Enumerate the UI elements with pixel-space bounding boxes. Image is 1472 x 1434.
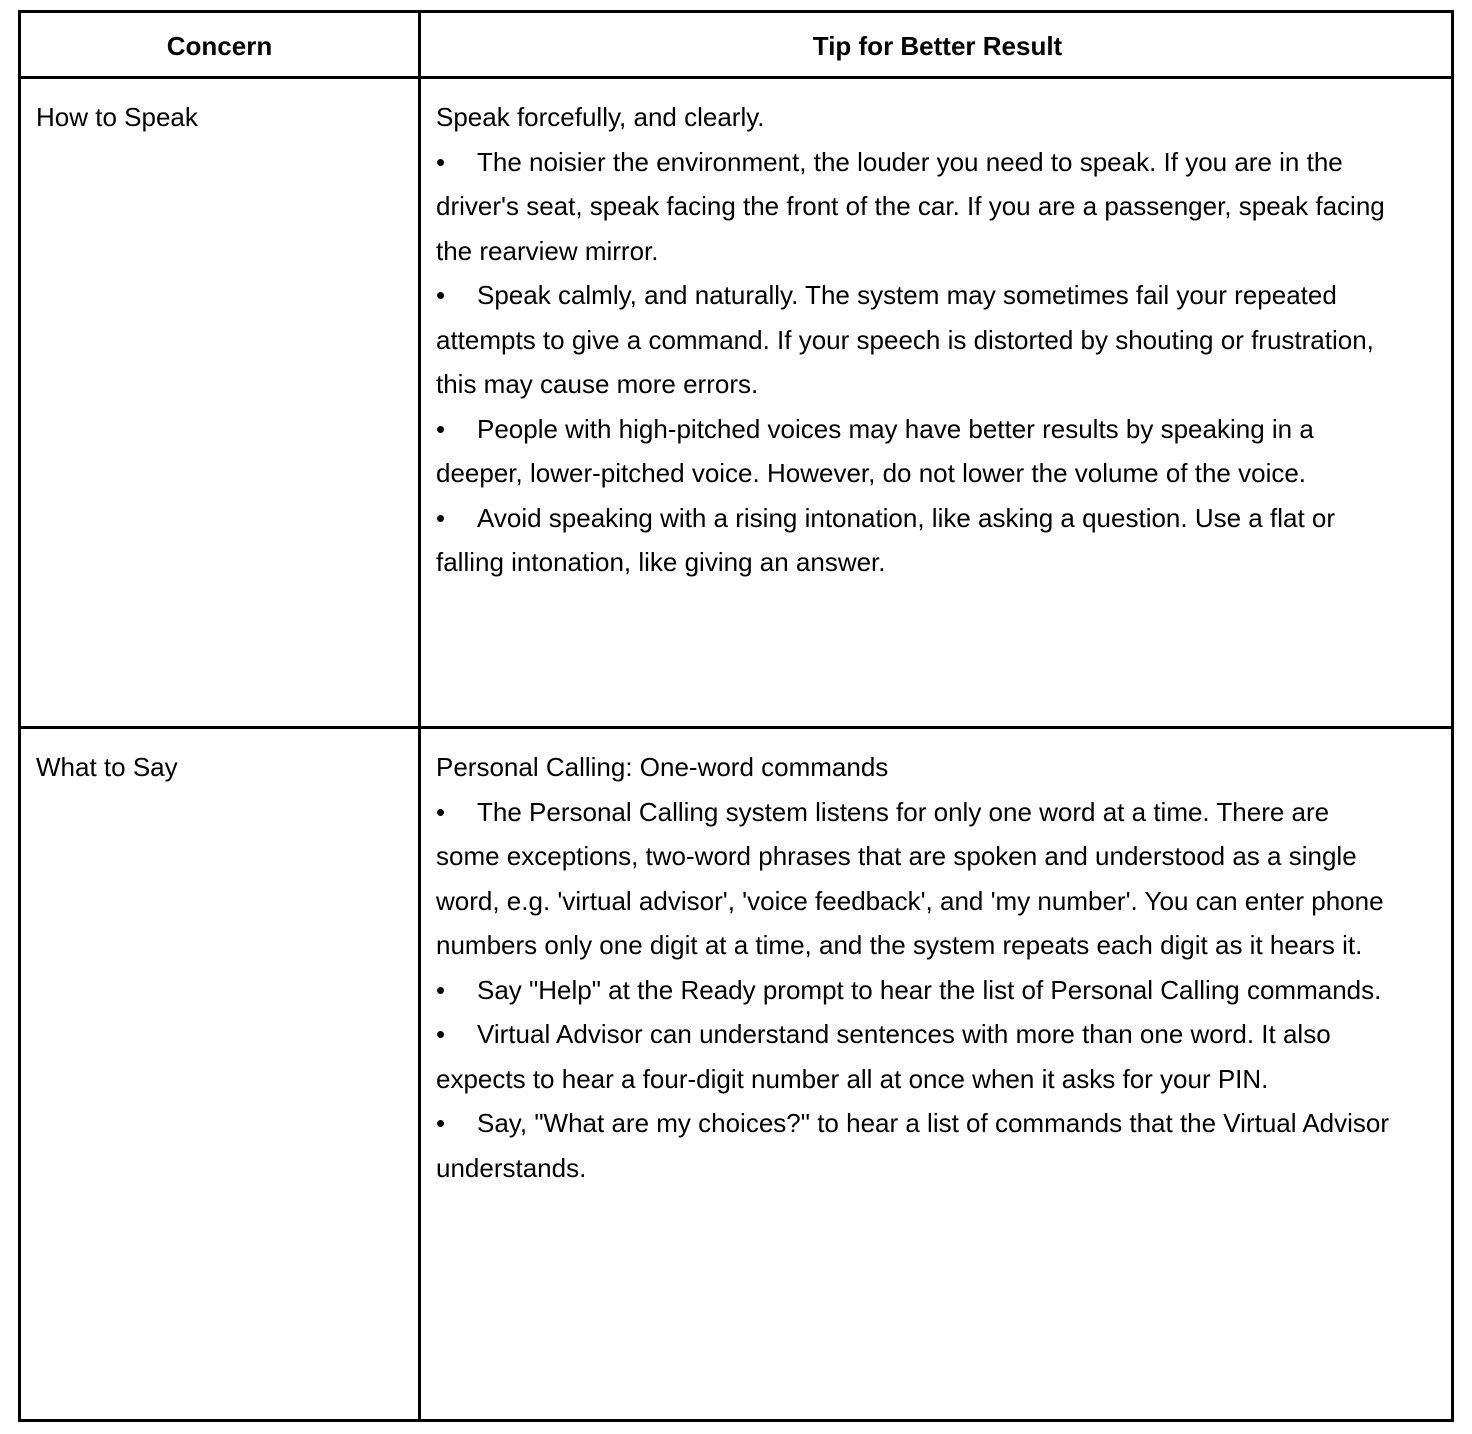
column-divider: [418, 13, 421, 1419]
tip-bullet: [436, 1101, 1396, 1190]
tip-bullet: [436, 273, 1396, 407]
tip-bullet: [436, 790, 1396, 968]
header-concern: Concern: [166, 31, 273, 61]
tip-intro: Speak forcefully, and clearly.: [436, 102, 765, 132]
bullet-marker: •: [436, 413, 446, 444]
tip-bullet-text: The noisier the environment, the louder you need to speak. If you are in the driver's seat, speak facing the front of the car. If you are a passenger, speak facing the rearview mirror.: [436, 146, 1385, 266]
tip-bullet: [436, 140, 1396, 274]
header-divider: [21, 76, 1451, 79]
bullet-marker: •: [436, 146, 446, 177]
tip-bullet-text: Say "Help" at the Ready prompt to hear the list of Personal Calling commands.: [477, 974, 1382, 1005]
row-how-to-speak-concern: How to Speak: [36, 102, 198, 132]
tip-bullet-text: Say, "What are my choices?" to hear a list of commands that the Virtual Advisor understands.: [436, 1108, 1390, 1183]
tip-bullet: [436, 496, 1396, 585]
tip-bullet-text: Avoid speaking with a rising intonation, like asking a question. Use a flat or falling intonation, like giving an answer.: [436, 502, 1336, 577]
bullet-marker: •: [436, 280, 446, 310]
tip-bullet: [436, 407, 1396, 496]
bullet-marker: •: [436, 1108, 446, 1138]
tip-bullet: [436, 968, 1396, 1013]
tip-intro: Personal Calling: One-word commands: [436, 752, 889, 782]
header-tip: Tip for Better Result: [812, 31, 1063, 61]
tips-table: [18, 10, 1454, 1422]
row-divider: [21, 726, 1451, 729]
row-what-to-say-concern: What to Say: [36, 752, 178, 782]
tip-bullet-text: People with high-pitched voices may have better results by speaking in a deeper, lower-pitched voice. However, do not lower the volume of the voice.: [436, 413, 1314, 488]
bullet-marker: •: [436, 796, 446, 827]
row-how-to-speak-tip: [436, 95, 1396, 585]
tip-bullet-text: Virtual Advisor can understand sentences with more than one word. It also expects to hear a four-digit number all at once when it asks for your PIN.: [436, 1019, 1331, 1094]
bullet-marker: •: [436, 974, 446, 1005]
tip-bullet-text: Speak calmly, and naturally. The system may sometimes fail your repeated attempts to give a command. If your speech is distorted by shouting or frustration, this may cause more errors.: [436, 280, 1374, 399]
row-what-to-say-tip: [436, 745, 1396, 1190]
tip-bullet: [436, 1012, 1396, 1101]
tip-bullet-text: The Personal Calling system listens for only one word at a time. There are some exceptions, two-word phrases that are spoken and understood as a single word, e.g. 'virtual advisor', 'voice feedback', and 'my number'. You can enter phone numbers only one digit at a time, and the system repeats each digit as it hears it.: [436, 796, 1384, 960]
bullet-marker: •: [436, 502, 446, 533]
bullet-marker: •: [436, 1019, 446, 1049]
